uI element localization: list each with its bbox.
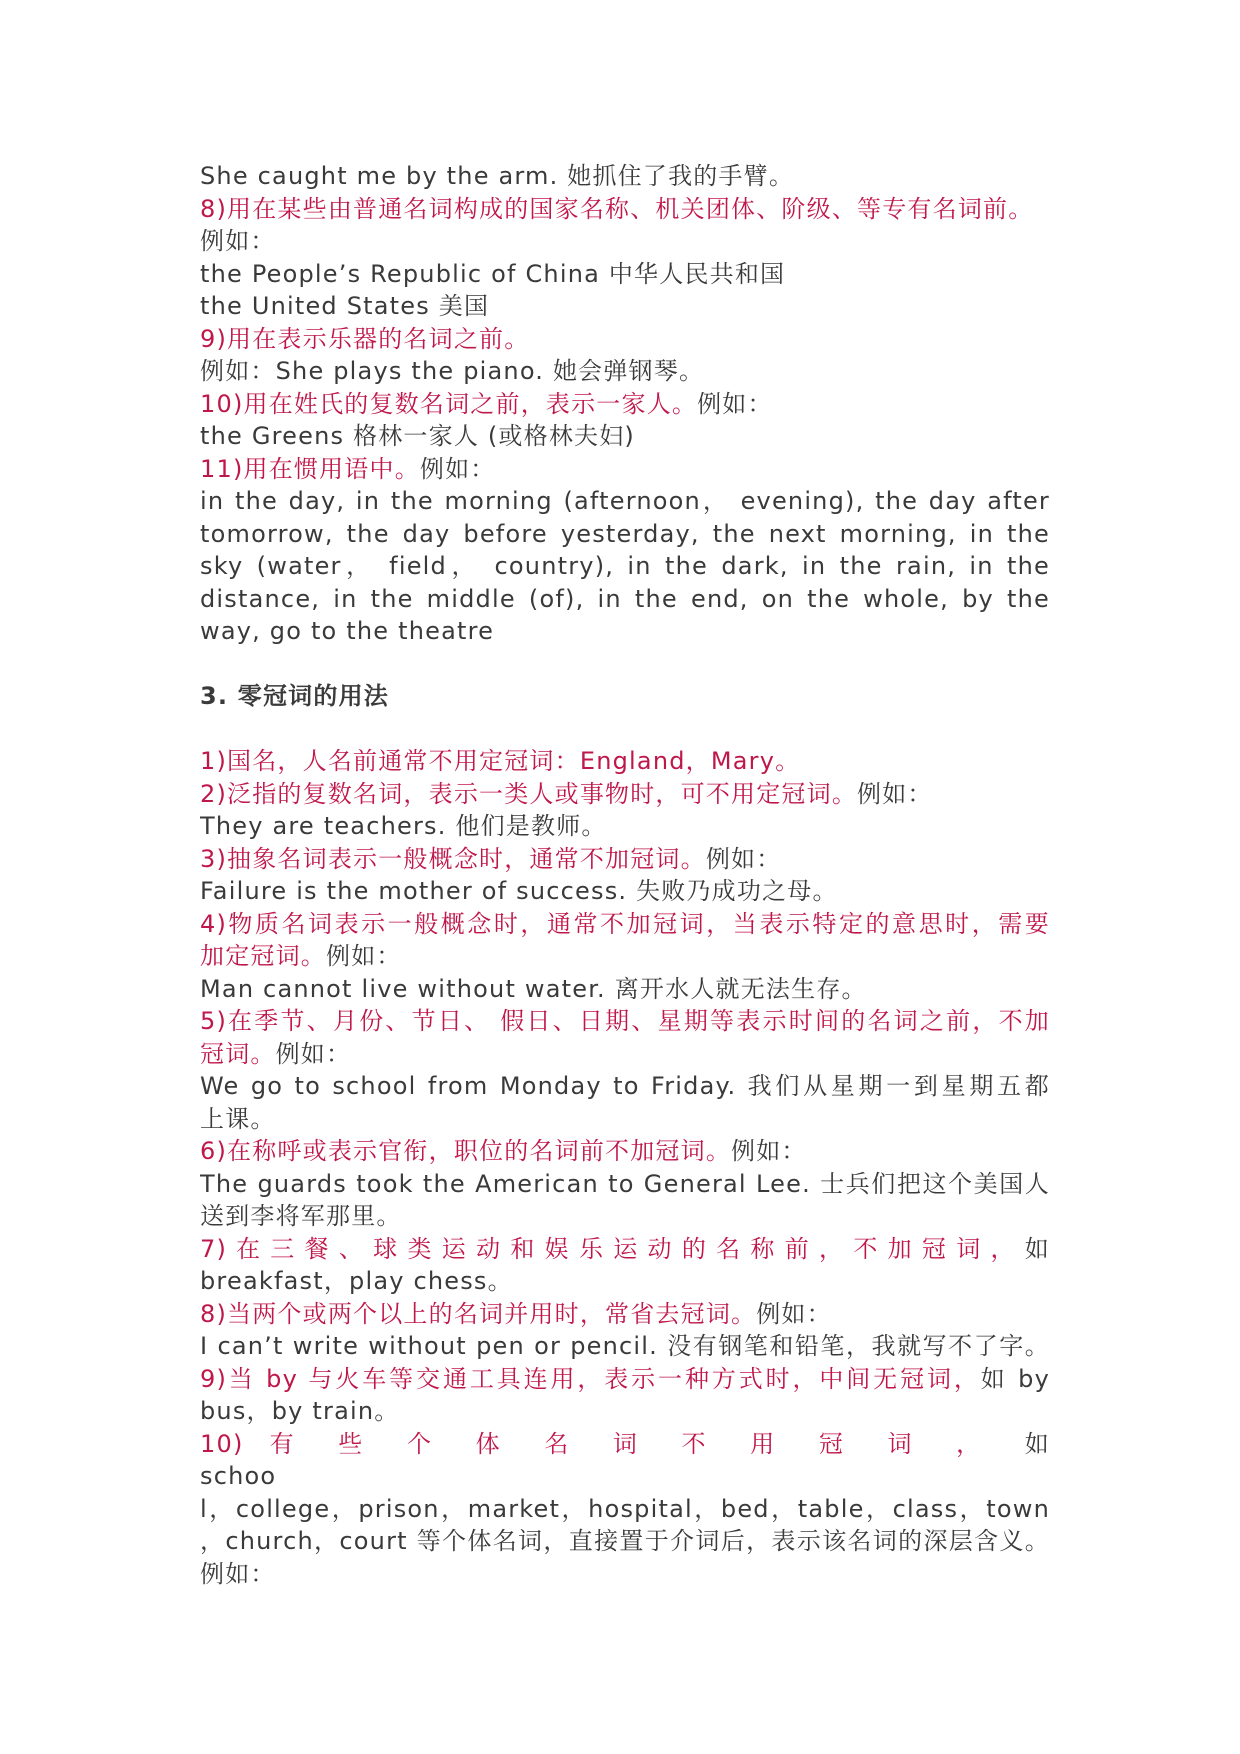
example-label: 例如： <box>731 1137 807 1165</box>
example-label: 例如： <box>697 389 773 418</box>
text-line: the United States 美国 <box>200 292 490 320</box>
example-label: 例如： <box>756 1299 832 1328</box>
rule-text: 7) 在 三 餐 、 球 类 运 动 和 娱 乐 运 动 的 名 称 前 ， 不 加 冠 词 ， <box>200 1234 1016 1263</box>
text-line: 例如： <box>200 1559 276 1588</box>
text-line: She caught me by the arm. 她抓住了我的手臂。 <box>200 162 795 190</box>
text-line: the People’s Republic of China 中华人民共和国 <box>200 259 786 288</box>
text-line <box>200 453 1050 486</box>
text-line: 5)在季节、月份、节日、 假日、日期、星期等表示时间的名词之前，不加 <box>200 1007 1050 1035</box>
rule-text: 6)在称呼或表示官衔，职位的名词前不加冠词。 <box>200 1137 732 1165</box>
text-line: Failure is the mother of success. 失败乃成功之母。 <box>200 877 838 905</box>
text-line <box>200 1135 1050 1168</box>
example-label: 例如： <box>275 1039 352 1068</box>
text-line: They are teachers. 他们是教师。 <box>200 812 607 840</box>
text-line: way, go to the theatre <box>200 617 495 645</box>
text-line: bus，by train。 <box>200 1397 400 1425</box>
example-label: 如 <box>1024 1234 1050 1263</box>
text-line: 4)物质名词表示一般概念时，通常不加冠词，当表示特定的意思时，需要 <box>200 909 1050 938</box>
rule-text: 加定冠词。 <box>200 942 326 970</box>
text-line <box>200 1233 1050 1266</box>
text-line: tomorrow, the day before yesterday, the next morning, in the <box>200 519 1050 548</box>
text-line <box>200 388 1050 421</box>
example-label: 例如： <box>857 779 933 808</box>
blank-line <box>200 713 1050 746</box>
text-line: We go to school from Monday to Friday. 我们从星期一到星期五都 <box>200 1072 1050 1100</box>
text-line: distance, in the middle (of), in the end, on the whole, by the <box>200 584 1050 613</box>
text-line <box>200 778 1050 811</box>
text-line <box>200 940 1050 973</box>
rule-text: 9)当 by 与火车等交通工具连用，表示一种方式时，中间无冠词， <box>200 1364 981 1393</box>
text-line <box>200 1428 1050 1461</box>
rule-text: 10) 有 些 个 体 名 词 不 用 冠 词 ， <box>200 1429 999 1458</box>
text-line <box>200 843 1050 876</box>
text-line: 例如： <box>200 227 276 255</box>
rule-text: 2)泛指的复数名词，表示一类人或事物时，可不用定冠词。 <box>200 779 858 808</box>
example-label: 例如： <box>326 942 402 970</box>
text-line: The guards took the American to General Lee. 士兵们把这个美国人 <box>200 1169 1050 1198</box>
rule-text: 冠词。 <box>200 1039 276 1068</box>
rule-text: 3)抽象名词表示一般概念时，通常不加冠词。 <box>200 844 706 873</box>
text-line: schoo <box>200 1462 277 1490</box>
text-line: breakfast，play chess。 <box>200 1267 513 1295</box>
rule-text: 10)用在姓氏的复数名词之前，表示一家人。 <box>200 389 698 418</box>
rule-text: 11)用在惯用语中。 <box>200 454 420 483</box>
text-line: 1)国名，人名前通常不用定冠词：England，Mary。 <box>200 747 801 775</box>
text-line: l，college，prison，market，hospital，bed，table，class，town <box>200 1494 1050 1523</box>
example-label: 如 <box>998 1429 1050 1458</box>
text-line: I can’t write without pen or pencil. 没有钢笔和铅笔，我就写不了字。 <box>200 1332 1050 1360</box>
text-line: 上课。 <box>200 1104 276 1133</box>
example-label: 例如： <box>705 844 782 873</box>
text-line: in the day, in the morning (afternoon， evening), the day after <box>200 487 1050 515</box>
section-heading: 3. 零冠词的用法 <box>200 682 389 710</box>
text-line: the Greens 格林一家人 (或格林夫妇) <box>200 422 635 450</box>
text-line: sky (water， field， country), in the dark, in the rain, in the <box>200 552 1050 580</box>
document-page <box>200 160 1050 1590</box>
text-line: 送到李将军那里。 <box>200 1202 402 1230</box>
example-label: 例如： <box>419 454 496 483</box>
text-line <box>200 1038 1050 1071</box>
text-line: 9)用在表示乐器的名词之前。 <box>200 324 530 353</box>
text-line: 8)用在某些由普通名词构成的国家名称、机关团体、阶级、等专有名词前。 <box>200 194 1034 223</box>
example-label: 如 by <box>980 1364 1050 1393</box>
text-line: Man cannot live without water. 离开水人就无法生存。 <box>200 974 867 1003</box>
text-line: ，church，court 等个体名词，直接置于介词后，表示该名词的深层含义。 <box>200 1527 1050 1555</box>
blank-line <box>200 648 1050 681</box>
text-line <box>200 1298 1050 1331</box>
text-line: 例如：She plays the piano. 她会弹钢琴。 <box>200 357 705 385</box>
text-line <box>200 1363 1050 1396</box>
rule-text: 8)当两个或两个以上的名词并用时，常省去冠词。 <box>200 1299 757 1328</box>
